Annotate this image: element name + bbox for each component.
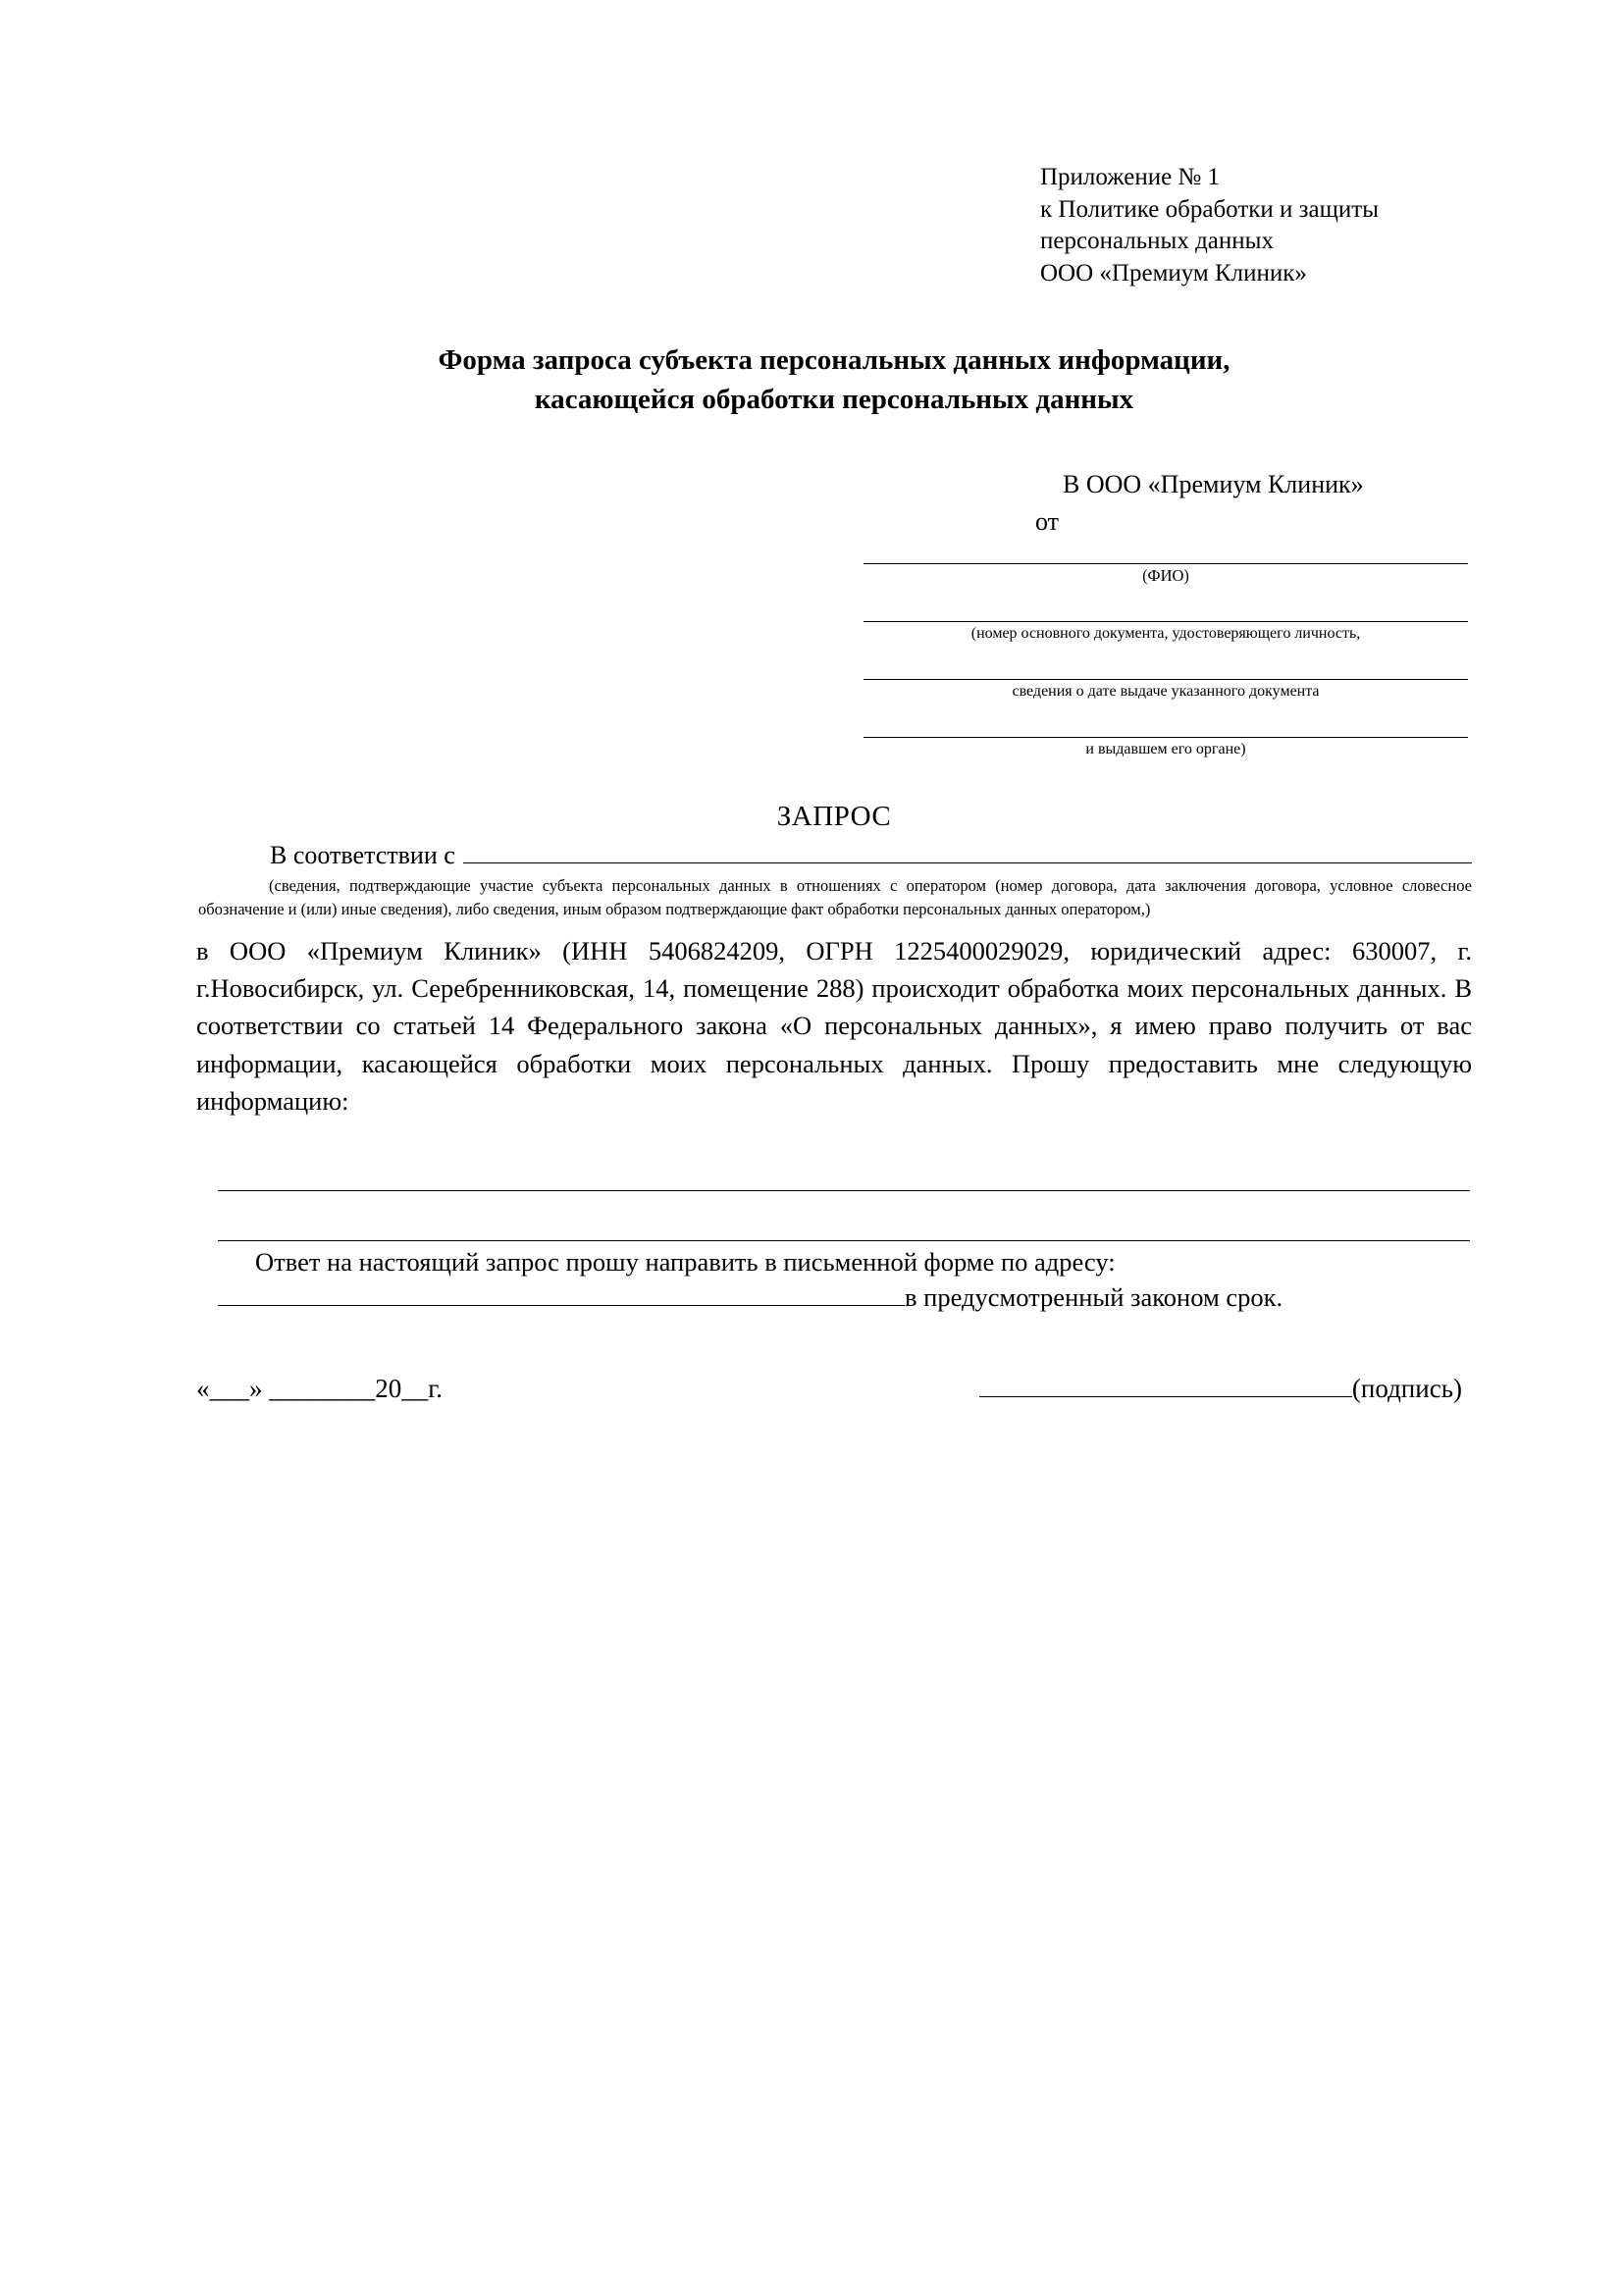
- answer-address-input-line[interactable]: [218, 1283, 905, 1306]
- fine-print-text: (сведения, подтверждающие участие субъекта персональных данных в отношениях с оператором (номер договора, дата заключения договора, условное словесное обозначение и (или) иные сведения), либо сведения, иным образом подтверждающие факт обработки персональных данных оператором,): [198, 876, 1472, 918]
- issuing-authority-input-line[interactable]: [864, 715, 1468, 738]
- appendix-line-3: персональных данных: [1040, 228, 1274, 254]
- document-title-line-1: Форма запроса субъекта персональных данных информации,: [438, 344, 1230, 376]
- signature-label: (подпись): [1351, 1374, 1462, 1404]
- document-date-input-line[interactable]: [864, 657, 1468, 680]
- in-accordance-input-line[interactable]: [463, 843, 1472, 863]
- signature-input-line[interactable]: [979, 1375, 1352, 1397]
- requested-info-line-1[interactable]: [218, 1151, 1470, 1191]
- answer-address-row: [196, 1282, 1472, 1313]
- body-paragraph: в ООО «Премиум Клиник» (ИНН 5406824209, ОГРН 1225400029029, юридический адрес: 630007, г. г.Новосибирск, ул. Серебренниковская, 14, помещение 288) происходит обработка моих персональных данных. В соответствии со статьей 14 Федерального закона «О персональных данных», я имею право получить от вас информации, касающейся обработки моих персональных данных. Прошу предоставить мне следующую информацию:: [196, 936, 1472, 1116]
- signature-group: [979, 1374, 1462, 1404]
- in-accordance-row: [196, 841, 1472, 870]
- document-title-line-2: касающейся обработки персональных данных: [534, 384, 1134, 416]
- fine-print-note: [196, 874, 1472, 920]
- answer-paragraph: Ответ на настоящий запрос прошу направить в письменной форме по адресу:: [255, 1246, 1116, 1277]
- document-number-field-row: [864, 600, 1468, 644]
- spacer-2: [864, 644, 1472, 655]
- addressee-block: [864, 468, 1472, 759]
- appendix-line-4: ООО «Премиум Клиник»: [1040, 259, 1307, 287]
- fio-field-row: [864, 542, 1468, 587]
- appendix-line-1: Приложение № 1: [1040, 164, 1221, 190]
- issuing-authority-caption: и выдавшем его органе): [1085, 741, 1246, 758]
- appendix-line-2: к Политике обработки и защиты: [1040, 195, 1380, 223]
- fio-input-line[interactable]: [864, 542, 1468, 564]
- spacer-3: [864, 702, 1472, 713]
- addressee-organization: В ООО «Премиум Клиник»: [1063, 470, 1364, 499]
- date-field[interactable]: «___» ________20__г.: [196, 1374, 444, 1404]
- in-accordance-label: В соответствии с: [270, 841, 455, 870]
- issuing-authority-field-row: [864, 715, 1468, 759]
- requested-info-line-2[interactable]: [218, 1201, 1470, 1241]
- document-date-caption: сведения о дате выдаче указанного документа: [1012, 683, 1320, 701]
- document-title: [196, 340, 1472, 419]
- document-date-field-row: [864, 657, 1468, 702]
- addressee-from-label: от: [1035, 507, 1060, 537]
- spacer-1: [864, 586, 1472, 598]
- appendix-reference-block: [1040, 162, 1472, 289]
- document-number-input-line[interactable]: [864, 600, 1468, 622]
- answer-paragraph-tail: в предусмотренный законом срок.: [905, 1282, 1283, 1313]
- document-number-caption: (номер основного документа, удостоверяющего личность,: [970, 625, 1361, 643]
- request-heading: ЗАПРОС: [776, 801, 892, 833]
- document-content: [196, 162, 1472, 1404]
- fio-caption: (ФИО): [1142, 565, 1189, 585]
- date-signature-row: [196, 1374, 1472, 1404]
